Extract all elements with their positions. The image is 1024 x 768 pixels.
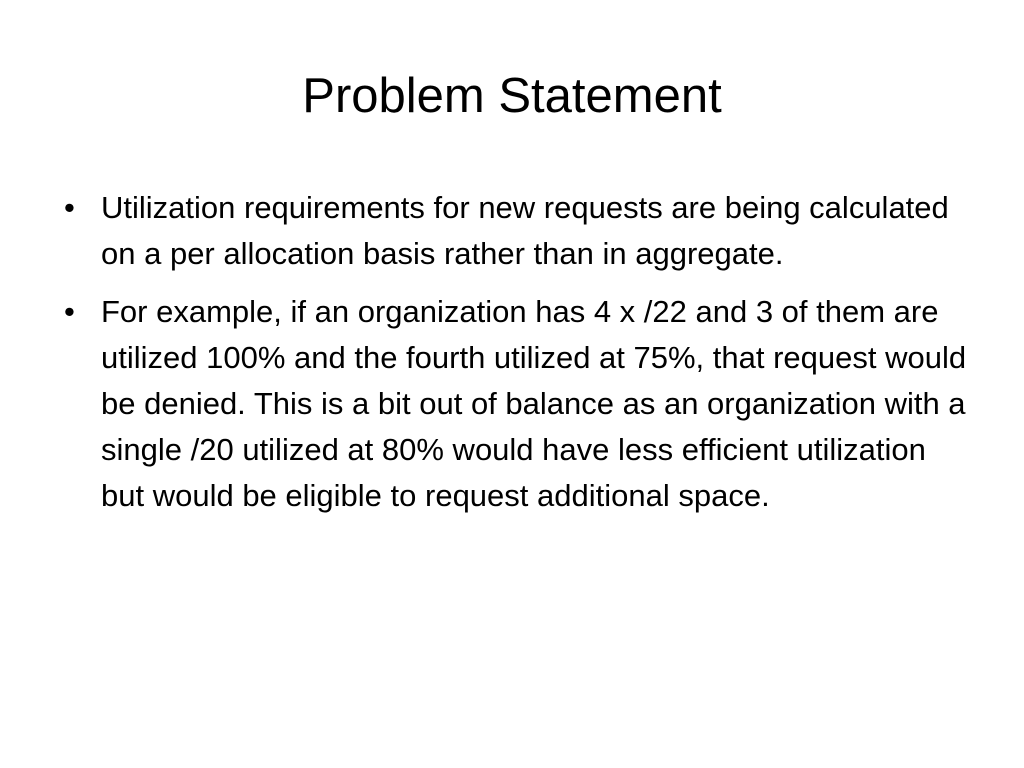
- bullet-dot: •: [64, 294, 75, 329]
- bullet-item-1: [56, 185, 972, 277]
- bullet-text: For example, if an organization has 4 x /22 and 3 of them are utilized 100% and the fourth utilized at 75%, that request would be denied. This is a bit out of balance as an organization with a single /20 utilized at 80% would have less efficient utilization but would be eligible to request additional space.: [101, 294, 967, 513]
- bullet-dot: •: [64, 190, 75, 225]
- slide-title: Problem Statement: [302, 69, 722, 123]
- bullet-item-2: [56, 289, 972, 519]
- bullet-text: Utilization requirements for new requests are being calculated on a per allocation basis rather than in aggregate.: [101, 190, 949, 271]
- bullet-list: [56, 185, 972, 531]
